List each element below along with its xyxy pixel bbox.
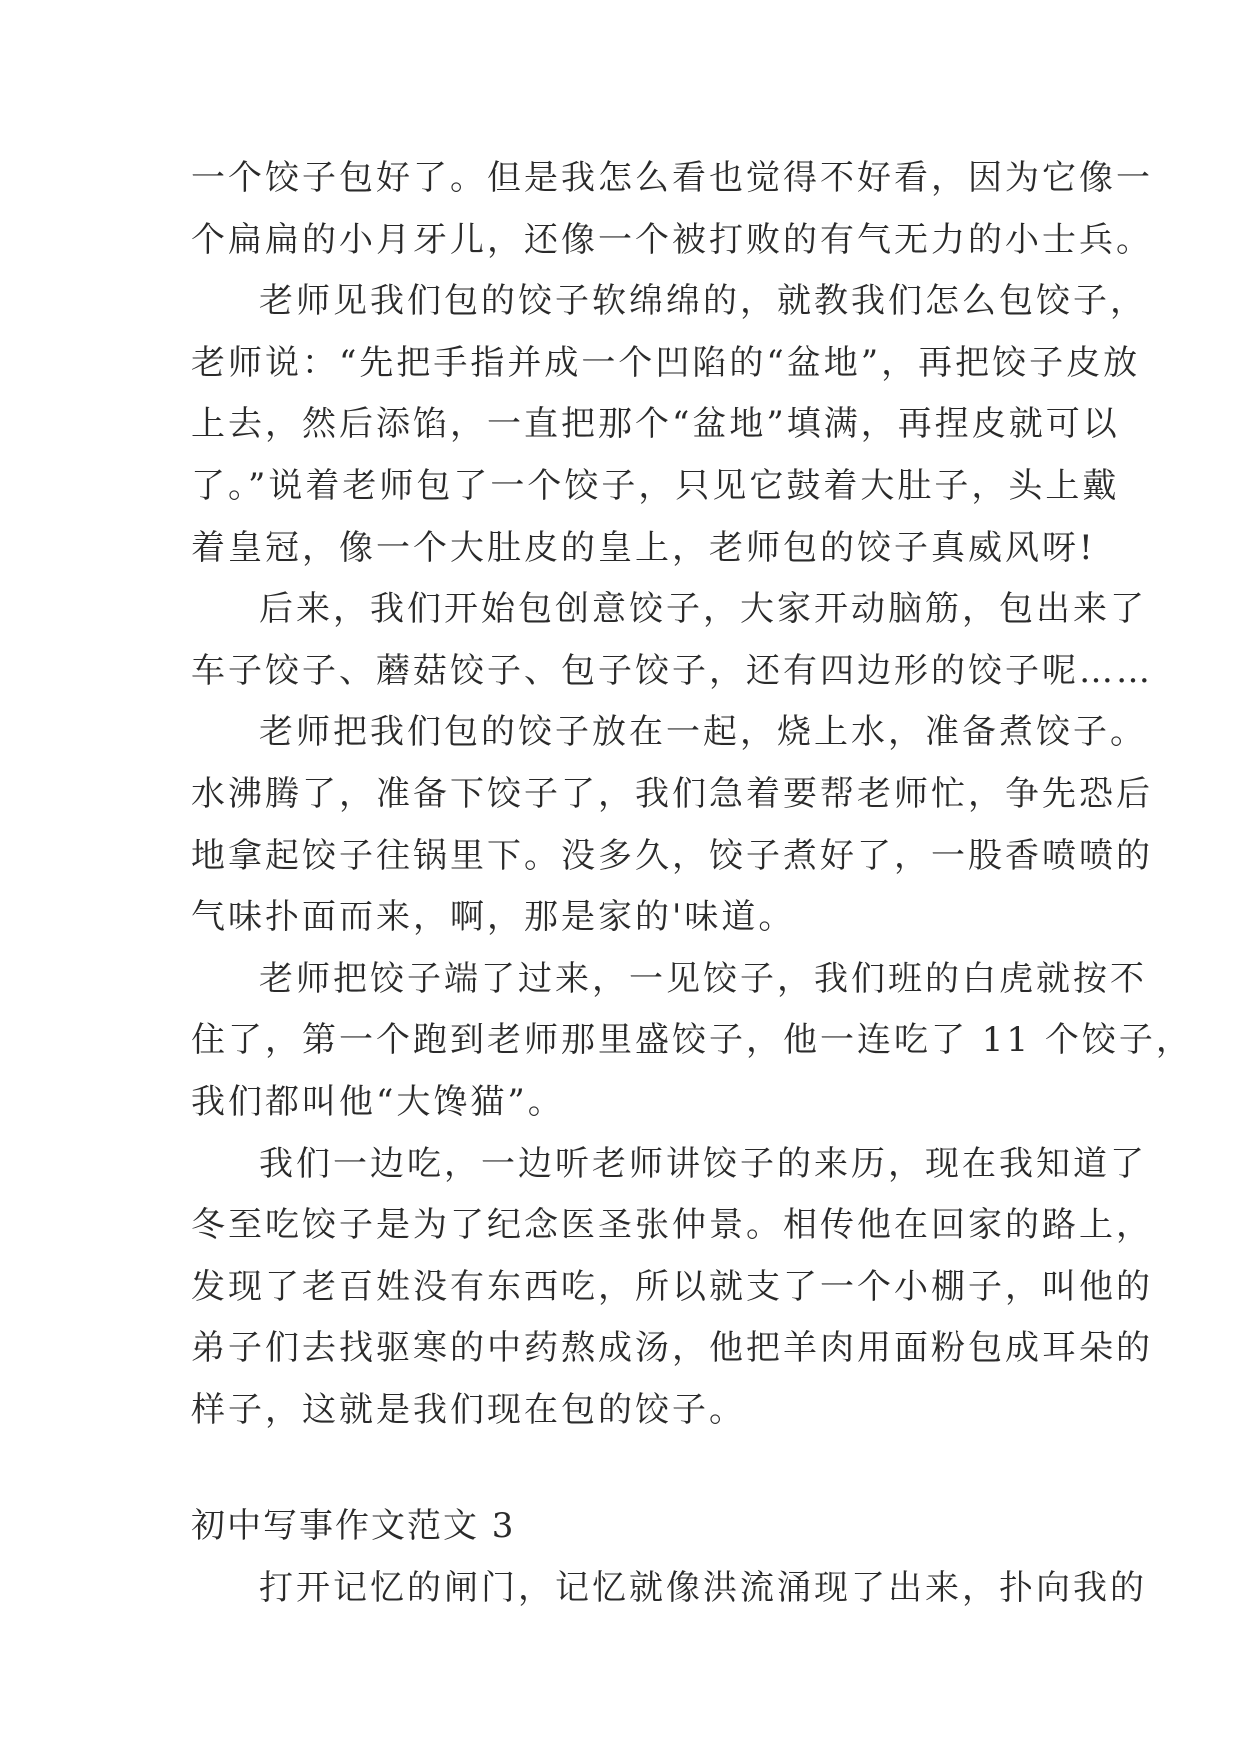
- text-line: 发现了老百姓没有东西吃，所以就支了一个小棚子，叫他的: [191, 1266, 1153, 1307]
- text-line: 弟子们去找驱寒的中药熬成汤，他把羊肉用面粉包成耳朵的: [191, 1328, 1153, 1369]
- text-line: 地拿起饺子往锅里下。没多久，饺子煮好了，一股香喷喷的: [191, 835, 1153, 876]
- text-line: 了。”说着老师包了一个饺子，只见它鼓着大肚子，头上戴: [191, 465, 1120, 506]
- text-line: 车子饺子、蘑菇饺子、包子饺子，还有四边形的饺子呢……: [191, 650, 1153, 691]
- section-heading: 初中写事作文范文 3: [191, 1506, 516, 1547]
- text-line: 后来，我们开始包创意饺子，大家开动脑筋，包出来了: [259, 589, 1147, 630]
- text-line: 冬至吃饺子是为了纪念医圣张仲景。相传他在回家的路上，: [191, 1205, 1153, 1246]
- text-line: 个扁扁的小月牙儿，还像一个被打败的有气无力的小士兵。: [191, 219, 1153, 260]
- text-line: 住了，第一个跑到老师那里盛饺子，他一连吃了 11 个饺子，: [191, 1020, 1193, 1061]
- text-line: 老师把饺子端了过来，一见饺子，我们班的白虎就按不: [259, 958, 1147, 999]
- text-line: 老师说：“先把手指并成一个凹陷的“盆地”，再把饺子皮放: [191, 342, 1141, 383]
- text-line: 我们都叫他“大馋猫”。: [191, 1081, 565, 1122]
- text-line: 着皇冠，像一个大肚皮的皇上，老师包的饺子真威风呀!: [191, 527, 1096, 568]
- text-line: 样子，这就是我们现在包的饺子。: [191, 1389, 746, 1430]
- text-line: 我们一边吃，一边听老师讲饺子的来历，现在我知道了: [259, 1143, 1147, 1184]
- text-line: 气味扑面而来，啊，那是家的'味道。: [191, 897, 796, 938]
- text-line: 水沸腾了，准备下饺子了，我们急着要帮老师忙，争先恐后: [191, 773, 1153, 814]
- text-line: 老师见我们包的饺子软绵绵的，就教我们怎么包饺子，: [259, 281, 1147, 322]
- text-line: 上去，然后添馅，一直把那个“盆地”填满，再捏皮就可以: [191, 404, 1120, 445]
- text-line: 打开记忆的闸门，记忆就像洪流涌现了出来，扑向我的: [259, 1568, 1147, 1609]
- document-body: [191, 148, 1193, 1620]
- text-line: 老师把我们包的饺子放在一起，烧上水，准备煮饺子。: [259, 712, 1147, 753]
- text-line: 一个饺子包好了。但是我怎么看也觉得不好看，因为它像一: [191, 158, 1153, 198]
